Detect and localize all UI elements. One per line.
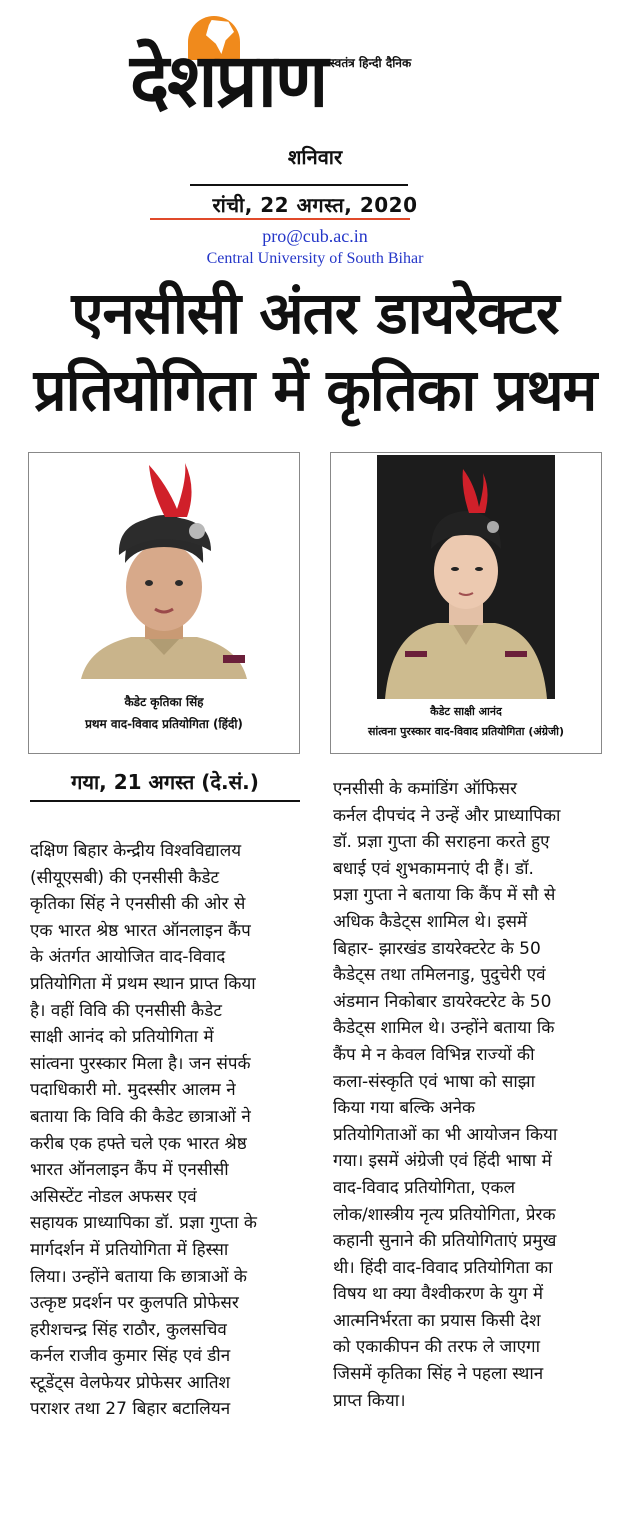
article-line: प्रतियोगिता में प्रथम स्थान प्राप्त किया: [30, 973, 256, 994]
article-line: पराशर तथा 27 बिहार बटालियन: [30, 1399, 231, 1420]
photo-frame-2: [330, 452, 602, 754]
article-line: जिसमें कृतिका सिंह ने पहला स्थान: [333, 1364, 544, 1385]
article-line: लोक/शास्त्रीय नृत्य प्रतियोगिता, प्रेरक: [333, 1204, 556, 1225]
photo-frame-1: [28, 452, 300, 754]
dateline-bottom-rule: [150, 218, 410, 220]
article-line: थी। हिंदी वाद-विवाद प्रतियोगिता का: [333, 1257, 553, 1278]
article-line: सांत्वना पुरस्कार मिला है। जन संपर्क: [30, 1053, 251, 1074]
article-line: (सीयूएसबी) की एनसीसी कैडेट: [30, 867, 220, 888]
article-line: मार्गदर्शन में प्रतियोगिता में हिस्सा: [30, 1239, 229, 1260]
cadet-photo-2: [377, 455, 555, 699]
article-line: भारत ऑनलाइन कैंप में एनसीसी: [30, 1160, 229, 1181]
article-left-column: [30, 838, 325, 1423]
article-line: है। वहीं विवि की एनसीसी कैडेट: [30, 1000, 222, 1021]
article-line: डॉ. प्रज्ञा गुप्ता की सराहना करते हुए: [333, 832, 550, 853]
cadet-photo-1: [41, 459, 287, 679]
article-line: एनसीसी के कमांडिंग ऑफिसर: [333, 779, 517, 799]
dateline-day: शनिवार: [287, 145, 343, 169]
article-line: प्रज्ञा गुप्ता ने बताया कि कैंप में सौ से: [333, 885, 556, 906]
article-line: असिस्टेंट नोडल अफसर एवं: [30, 1186, 197, 1207]
article-line: के अंतर्गत आयोजित वाद-विवाद: [30, 947, 226, 968]
cadet-photo-1-image: [41, 459, 287, 679]
article-line: कैंप मे न केवल विभिन्न राज्यों की: [333, 1044, 535, 1065]
article-line: हरीशचन्द्र सिंह राठौर, कुलसचिव: [30, 1319, 227, 1340]
cadet-photo-2-image: [377, 455, 555, 699]
article-line: एक भारत श्रेष्ठ भारत ऑनलाइन कैंप: [30, 920, 251, 941]
dateline-top-rule: [190, 184, 408, 186]
newspaper-name: देशप्राण: [130, 38, 327, 124]
article-line: लिया। उन्होंने बताया कि छात्राओं के: [30, 1266, 247, 1287]
article-line: विषय था क्या वैश्वीकरण के युग में: [333, 1284, 544, 1305]
photo-caption-2-detail: सांत्वना पुरस्कार वाद-विवाद प्रतियोगिता (अंग्रेजी): [368, 725, 564, 738]
article-line: पदाधिकारी मो. मुदस्सीर आलम ने: [30, 1080, 236, 1101]
article-line: प्रतियोगिताओं का भी आयोजन किया: [333, 1124, 558, 1145]
article-line: कैडेट्स तथा तमिलनाडु, पुदुचेरी एवं: [333, 965, 546, 986]
article-line: कहानी सुनाने की प्रतियोगिताएं प्रमुख: [333, 1231, 557, 1252]
article-right-column: [333, 776, 625, 1414]
article-line: वाद-विवाद प्रतियोगिता, एकल: [333, 1177, 516, 1198]
article-line: प्राप्त किया।: [333, 1390, 406, 1411]
article-line: सहायक प्राध्यापिका डॉ. प्रज्ञा गुप्ता के: [30, 1213, 257, 1234]
article-line: स्टूडेंट्स वेलफेयर प्रोफेसर आतिश: [30, 1372, 231, 1393]
headline-line-1: एनसीसी अंतर डायरेक्टर: [71, 279, 559, 347]
article-line: अंडमान निकोबार डायरेक्टरेट के 50: [333, 991, 552, 1012]
article-line: साक्षी आनंद को प्रतियोगिता में: [30, 1027, 214, 1048]
article-line: उत्कृष्ट प्रदर्शन पर कुलपति प्रोफेसर: [30, 1293, 239, 1314]
article-line: कला-संस्कृति एवं भाषा को साझा: [333, 1071, 536, 1092]
masthead: [130, 10, 460, 130]
article-line: बिहार- झारखंड डायरेक्टरेट के 50: [333, 938, 541, 959]
photo-caption-1-name: कैडेट कृतिका सिंह: [124, 695, 204, 709]
article-line: आत्मनिर्भरता का प्रयास किसी देश: [333, 1310, 541, 1331]
article-line: बधाई एवं शुभकामनाएं दी हैं। डॉ.: [333, 858, 534, 879]
photo-caption-2-name: कैडेट साक्षी आनंद: [430, 705, 502, 718]
article-line: कृतिका सिंह ने एनसीसी की ओर से: [30, 894, 246, 915]
photo-caption-1-detail: प्रथम वाद-विवाद प्रतियोगिता (हिंदी): [85, 717, 243, 731]
newspaper-tagline: स्वतंत्र हिन्दी दैनिक: [330, 56, 412, 70]
dateline-place-date: रांची, 22 अगस्त, 2020: [212, 193, 418, 217]
article-line: कर्नल दीपचंद ने उन्हें और प्राध्यापिका: [333, 805, 561, 826]
article-line: बताया कि विवि की कैडेट छात्राओं ने: [30, 1106, 251, 1127]
article-line: दक्षिण बिहार केन्द्रीय विश्वविद्यालय: [30, 841, 242, 861]
headline-line-2: प्रतियोगिता में कृतिका प्रथम: [33, 356, 597, 424]
article-line: करीब एक हफ्ते चले एक भारत श्रेष्ठ: [30, 1133, 247, 1154]
placeline-rule: [30, 800, 300, 802]
article-line: को एकाकीपन की तरफ ले जाएगा: [333, 1337, 541, 1358]
article-placeline: गया, 21 अगस्त (दे.सं.): [71, 770, 259, 794]
contact-email: pro@cub.ac.in: [262, 226, 368, 246]
article-line: कैडेट्स शामिल थे। उन्होंने बताया कि: [333, 1018, 555, 1039]
article-line: गया। इसमें अंग्रेजी एवं हिंदी भाषा में: [333, 1151, 552, 1172]
article-line: किया गया बल्कि अनेक: [333, 1098, 476, 1119]
article-line: कर्नल राजीव कुमार सिंह एवं डीन: [30, 1346, 231, 1367]
article-line: अधिक कैडेट्स शामिल थे। इसमें: [333, 911, 528, 932]
contact-institution: Central University of South Bihar: [206, 250, 424, 267]
